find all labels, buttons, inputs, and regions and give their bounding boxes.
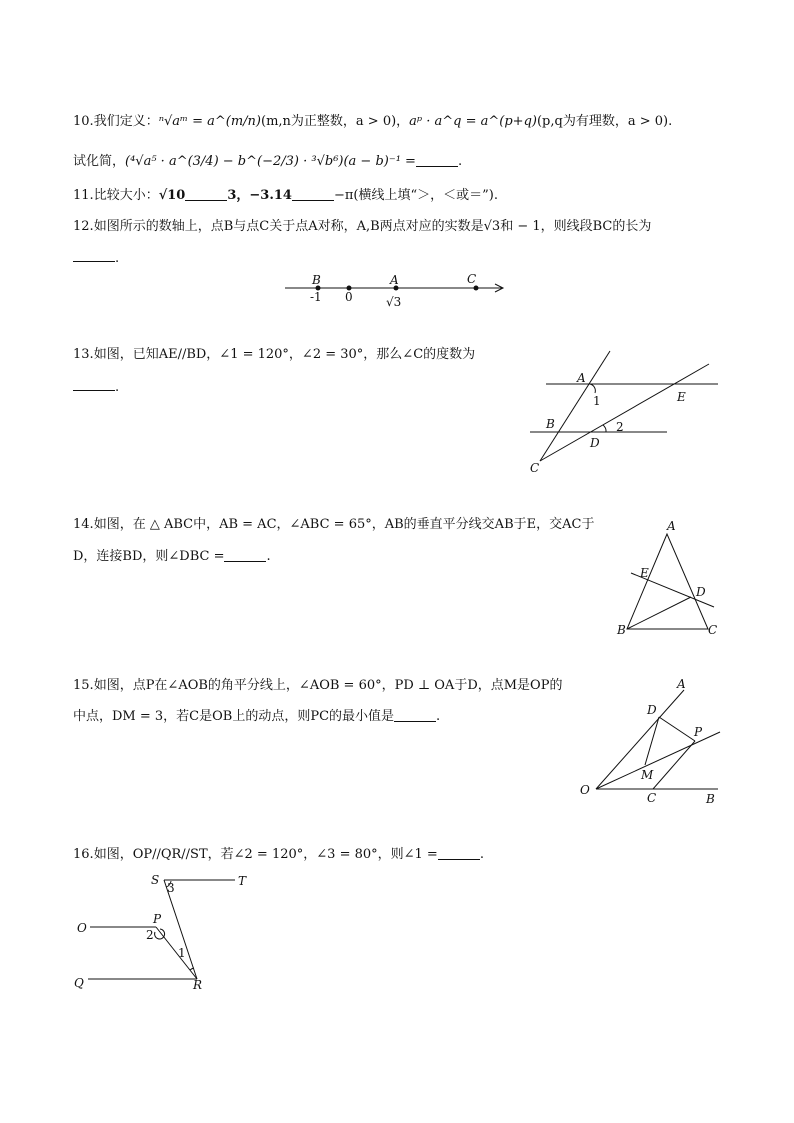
- q16-label-angle2: 2: [146, 928, 154, 942]
- q13-label-c: C: [530, 461, 540, 475]
- q11-number: 11.: [73, 188, 94, 203]
- q15-text2: 中点，DM = 3，若C是OB上的动点，则PC的最小值是: [73, 709, 395, 724]
- q11-mid2: −π(横线上填“＞，＜或＝”).: [333, 188, 498, 203]
- q12-number: 12.: [73, 219, 94, 234]
- q13-label-angle2: 2: [616, 420, 624, 434]
- q16-end: .: [479, 847, 484, 862]
- q16-segment-pr: [156, 927, 197, 979]
- q10-lead: 我们定义：: [93, 114, 159, 129]
- q16-label-p: P: [153, 912, 162, 926]
- q16-text: 如图，OP//QR//ST，若∠2 = 120°，∠3 = 80°，则∠1 =: [93, 847, 438, 862]
- q13-end: .: [115, 380, 120, 395]
- q15-label-o: O: [580, 783, 590, 797]
- q15-text1: 如图，点P在∠AOB的角平分线上，∠AOB = 60°，PD ⊥ OA于D，点M是OP的: [93, 678, 563, 693]
- q16-angle2-arc: [155, 929, 165, 939]
- q12-end: .: [115, 251, 120, 266]
- q14-label-e: E: [640, 566, 649, 580]
- q12-tick-zero: 0: [345, 290, 353, 304]
- q11-lead: 比较大小：: [93, 188, 159, 203]
- q14-text1: 如图，在 △ ABC中，AB = AC，∠ABC = 65°，AB的垂直平分线交AB于E，交AC于: [93, 517, 595, 532]
- q14-number: 14.: [73, 517, 94, 532]
- q15-label-d: D: [647, 703, 657, 717]
- q15-label-p: P: [694, 725, 703, 739]
- q16-label-r: R: [193, 978, 203, 992]
- q10-condition1: (m,n为正整数，a > 0)，: [261, 114, 410, 129]
- q13-number: 13.: [73, 347, 94, 362]
- q12-text: 如图所示的数轴上，点B与点C关于点A对称，A,B两点对应的实数是√3和 − 1，则线段BC的长为: [93, 219, 652, 234]
- q10-end: .: [457, 154, 463, 169]
- q15-label-c: C: [647, 791, 657, 805]
- q11-mid1: 3，: [227, 188, 250, 203]
- q16-label-t: T: [238, 874, 247, 888]
- q16-label-s: S: [151, 873, 160, 887]
- q10-condition2: (p,q为有理数，a > 0).: [536, 114, 673, 129]
- q15-label-b: B: [706, 792, 715, 806]
- q10-number: 10.: [73, 114, 94, 129]
- q10-definition: ⁿ√aᵐ = a^(m/n): [158, 114, 262, 129]
- q13-label-angle1: 1: [593, 394, 601, 408]
- q13-text: 如图，已知AE//BD，∠1 = 120°，∠2 = 30°，那么∠C的度数为: [93, 347, 476, 362]
- q14-label-d: D: [696, 585, 706, 599]
- q10-simplify-lead: 试化简，: [73, 154, 126, 169]
- q16-label-angle1: 1: [178, 946, 186, 960]
- q14-text2: D，连接BD，则∠DBC =: [73, 549, 225, 564]
- q16-label-o: O: [77, 921, 87, 935]
- q13-label-a: A: [577, 371, 586, 385]
- q12-label-c: C: [467, 272, 477, 286]
- q14-label-c: C: [708, 623, 718, 637]
- q10-rule: aᵖ · a^q = a^(p+q): [409, 114, 537, 129]
- q16-label-angle3: 3: [167, 881, 175, 895]
- q15-label-m: M: [641, 768, 654, 782]
- q10-expression: (⁴√a⁵ · a^(3/4) − b^(−2/3) · ³√b⁶)(a − b)⁻¹ =: [125, 154, 416, 169]
- q13-label-d: D: [590, 436, 600, 450]
- q15-number: 15.: [73, 678, 94, 693]
- q15-end: .: [436, 709, 441, 724]
- q12-tick-a: √3: [386, 295, 402, 309]
- q15-label-a: A: [677, 677, 686, 691]
- q13-label-b: B: [546, 417, 555, 431]
- q12-label-a: A: [390, 273, 399, 287]
- q11-neg: −3.14: [249, 188, 292, 203]
- q12-label-b: B: [312, 273, 321, 287]
- q16-label-q: Q: [74, 976, 84, 990]
- q16-number: 16.: [73, 847, 94, 862]
- q13-label-e: E: [677, 390, 686, 404]
- q14-end: .: [266, 549, 271, 564]
- q14-label-b: B: [617, 623, 626, 637]
- q14-label-a: A: [667, 519, 676, 533]
- q11-first: √10: [158, 188, 186, 203]
- q12-tick-b: -1: [310, 290, 322, 304]
